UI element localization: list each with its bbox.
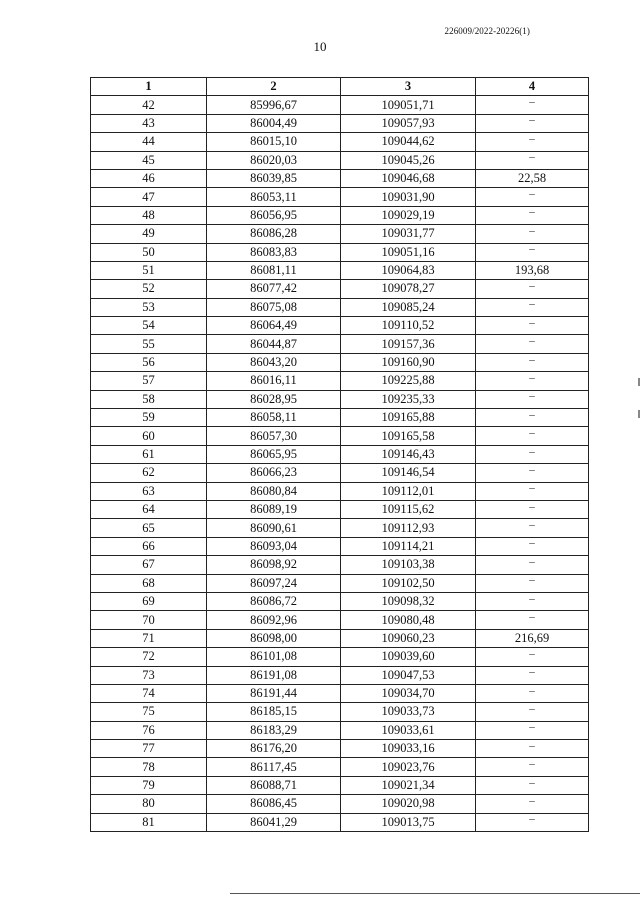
cell-point-number: 53 [91,298,207,316]
cell-radius [476,813,589,831]
table-row [91,813,589,831]
dash-mark: – [529,776,535,789]
dash-mark: – [529,794,535,807]
cell-x-coordinate: 86077,42 [207,280,341,298]
dash-mark: – [529,739,535,752]
cell-point-number: 57 [91,372,207,390]
cell-x-coordinate: 86080,84 [207,482,341,500]
dash-mark: – [529,206,535,219]
cell-x-coordinate: 85996,67 [207,96,341,114]
cell-y-coordinate: 109098,32 [341,592,476,610]
cell-x-coordinate: 86016,11 [207,372,341,390]
cell-y-coordinate: 109031,90 [341,188,476,206]
cell-x-coordinate: 86090,61 [207,519,341,537]
table-row [91,684,589,702]
cell-radius [476,721,589,739]
cell-y-coordinate: 109013,75 [341,813,476,831]
column-header-y: 3 [341,78,476,96]
cell-radius [476,353,589,371]
cell-y-coordinate: 109146,54 [341,464,476,482]
cell-point-number: 65 [91,519,207,537]
cell-x-coordinate: 86086,72 [207,592,341,610]
cell-y-coordinate: 109033,16 [341,740,476,758]
cell-y-coordinate: 109146,43 [341,445,476,463]
dash-mark: – [529,537,535,550]
table-row [91,500,589,518]
dash-mark: – [529,445,535,458]
table-row [91,629,589,647]
table-row [91,353,589,371]
table-row [91,427,589,445]
cell-y-coordinate: 109039,60 [341,648,476,666]
cell-y-coordinate: 109051,71 [341,96,476,114]
cell-point-number: 51 [91,261,207,279]
column-header-radius: 4 [476,78,589,96]
cell-x-coordinate: 86064,49 [207,317,341,335]
cell-x-coordinate: 86191,08 [207,666,341,684]
cell-x-coordinate: 86075,08 [207,298,341,316]
cell-radius [476,592,589,610]
bottom-rule [230,893,640,894]
cell-point-number: 72 [91,648,207,666]
cell-y-coordinate: 109023,76 [341,758,476,776]
table-row [91,317,589,335]
dash-mark: – [529,758,535,771]
cell-x-coordinate: 86044,87 [207,335,341,353]
cell-x-coordinate: 86086,28 [207,225,341,243]
table-row [91,666,589,684]
cell-x-coordinate: 86098,92 [207,556,341,574]
dash-mark: – [529,500,535,513]
cell-radius [476,427,589,445]
cell-y-coordinate: 109112,93 [341,519,476,537]
cell-y-coordinate: 109046,68 [341,169,476,187]
dash-mark: – [529,188,535,201]
cell-x-coordinate: 86191,44 [207,684,341,702]
cell-y-coordinate: 109080,48 [341,611,476,629]
cell-radius [476,298,589,316]
cell-y-coordinate: 109102,50 [341,574,476,592]
cell-point-number: 58 [91,390,207,408]
cell-y-coordinate: 109033,73 [341,703,476,721]
cell-radius: 216,69 [476,629,589,647]
cell-point-number: 71 [91,629,207,647]
dash-mark: – [529,224,535,237]
cell-x-coordinate: 86043,20 [207,353,341,371]
table-row [91,298,589,316]
cell-radius [476,611,589,629]
cell-x-coordinate: 86056,95 [207,206,341,224]
cell-x-coordinate: 86004,49 [207,114,341,132]
cell-y-coordinate: 109235,33 [341,390,476,408]
cell-radius: 193,68 [476,261,589,279]
cell-y-coordinate: 109029,19 [341,206,476,224]
cell-radius [476,280,589,298]
cell-x-coordinate: 86089,19 [207,500,341,518]
table-row [91,225,589,243]
cell-x-coordinate: 86058,11 [207,409,341,427]
cell-x-coordinate: 86081,11 [207,261,341,279]
cell-point-number: 69 [91,592,207,610]
cell-x-coordinate: 86057,30 [207,427,341,445]
cell-point-number: 76 [91,721,207,739]
cell-point-number: 79 [91,776,207,794]
table-row [91,592,589,610]
dash-mark: – [529,390,535,403]
cell-y-coordinate: 109060,23 [341,629,476,647]
cell-x-coordinate: 86098,00 [207,629,341,647]
table-row [91,648,589,666]
cell-point-number: 50 [91,243,207,261]
cell-y-coordinate: 109165,58 [341,427,476,445]
cell-radius [476,206,589,224]
cell-y-coordinate: 109157,36 [341,335,476,353]
cell-radius [476,225,589,243]
cell-y-coordinate: 109057,93 [341,114,476,132]
table-row [91,114,589,132]
cell-radius [476,151,589,169]
cell-y-coordinate: 109160,90 [341,353,476,371]
cell-y-coordinate: 109085,24 [341,298,476,316]
dash-mark: – [529,316,535,329]
cell-point-number: 43 [91,114,207,132]
cell-point-number: 52 [91,280,207,298]
cell-point-number: 61 [91,445,207,463]
cell-point-number: 47 [91,188,207,206]
cell-y-coordinate: 109115,62 [341,500,476,518]
dash-mark: – [529,813,535,826]
cell-radius [476,317,589,335]
cell-radius [476,390,589,408]
dash-mark: – [529,647,535,660]
cell-radius [476,537,589,555]
cell-y-coordinate: 109045,26 [341,151,476,169]
cell-y-coordinate: 109047,53 [341,666,476,684]
cell-y-coordinate: 109110,52 [341,317,476,335]
cell-radius [476,574,589,592]
dash-mark: – [529,243,535,256]
dash-mark: – [529,427,535,440]
cell-radius [476,96,589,114]
cell-y-coordinate: 109165,88 [341,409,476,427]
dash-mark: – [529,335,535,348]
table-header-row [91,78,589,96]
cell-x-coordinate: 86183,29 [207,721,341,739]
dash-mark: – [529,721,535,734]
cell-x-coordinate: 86041,29 [207,813,341,831]
dash-mark: – [529,702,535,715]
cell-point-number: 45 [91,151,207,169]
table-row [91,133,589,151]
table-row [91,464,589,482]
dash-mark: – [529,463,535,476]
cell-point-number: 54 [91,317,207,335]
cell-x-coordinate: 86053,11 [207,188,341,206]
dash-mark: – [529,684,535,697]
table-row [91,776,589,794]
table-row [91,280,589,298]
cell-radius [476,556,589,574]
table-row [91,206,589,224]
cell-point-number: 80 [91,795,207,813]
cell-x-coordinate: 86092,96 [207,611,341,629]
dash-mark: – [529,279,535,292]
cell-radius [476,776,589,794]
cell-point-number: 42 [91,96,207,114]
cell-radius [476,758,589,776]
cell-radius [476,648,589,666]
table-row [91,556,589,574]
cell-point-number: 73 [91,666,207,684]
cell-radius [476,114,589,132]
cell-radius [476,666,589,684]
dash-mark: – [529,592,535,605]
cell-radius [476,740,589,758]
cell-radius [476,188,589,206]
cell-y-coordinate: 109031,77 [341,225,476,243]
cell-y-coordinate: 109225,88 [341,372,476,390]
cell-radius [476,372,589,390]
dash-mark: – [529,482,535,495]
cell-point-number: 49 [91,225,207,243]
cell-radius [476,445,589,463]
cell-radius [476,703,589,721]
cell-y-coordinate: 109078,27 [341,280,476,298]
table-row [91,740,589,758]
table-row [91,537,589,555]
cell-x-coordinate: 86086,45 [207,795,341,813]
table-row [91,96,589,114]
cell-y-coordinate: 109020,98 [341,795,476,813]
dash-mark: – [529,611,535,624]
table-row [91,151,589,169]
cell-point-number: 74 [91,684,207,702]
cell-point-number: 78 [91,758,207,776]
table-row [91,372,589,390]
cell-point-number: 48 [91,206,207,224]
dash-mark: – [529,353,535,366]
dash-mark: – [529,555,535,568]
cell-point-number: 67 [91,556,207,574]
cell-y-coordinate: 109103,38 [341,556,476,574]
cell-radius [476,133,589,151]
dash-mark: – [529,574,535,587]
cell-x-coordinate: 86097,24 [207,574,341,592]
dash-mark: – [529,371,535,384]
coordinates-table [90,77,589,832]
cell-radius [476,464,589,482]
cell-radius [476,500,589,518]
table-row [91,574,589,592]
cell-point-number: 59 [91,409,207,427]
table-row [91,188,589,206]
dash-mark: – [529,151,535,164]
cell-point-number: 63 [91,482,207,500]
cell-point-number: 64 [91,500,207,518]
column-header-x: 2 [207,78,341,96]
cell-point-number: 75 [91,703,207,721]
cell-x-coordinate: 86015,10 [207,133,341,151]
table-row [91,519,589,537]
table-row [91,335,589,353]
cell-radius: 22,58 [476,169,589,187]
cell-point-number: 70 [91,611,207,629]
dash-mark: – [529,96,535,109]
document-id: 226009/2022-20226(1) [444,26,530,36]
cell-x-coordinate: 86028,95 [207,390,341,408]
cell-radius [476,335,589,353]
cell-point-number: 77 [91,740,207,758]
cell-y-coordinate: 109064,83 [341,261,476,279]
cell-point-number: 66 [91,537,207,555]
cell-radius [476,519,589,537]
cell-x-coordinate: 86039,85 [207,169,341,187]
cell-y-coordinate: 109034,70 [341,684,476,702]
column-header-point: 1 [91,78,207,96]
cell-x-coordinate: 86093,04 [207,537,341,555]
cell-point-number: 68 [91,574,207,592]
cell-point-number: 81 [91,813,207,831]
page-number: 10 [313,39,327,54]
cell-x-coordinate: 86117,45 [207,758,341,776]
cell-radius [476,795,589,813]
cell-point-number: 44 [91,133,207,151]
dash-mark: – [529,298,535,311]
table-row [91,721,589,739]
cell-point-number: 62 [91,464,207,482]
table-row [91,795,589,813]
table-row [91,611,589,629]
table-row [91,445,589,463]
cell-x-coordinate: 86083,83 [207,243,341,261]
cell-x-coordinate: 86088,71 [207,776,341,794]
cell-radius [476,243,589,261]
cell-x-coordinate: 86065,95 [207,445,341,463]
cell-x-coordinate: 86066,23 [207,464,341,482]
cell-radius [476,684,589,702]
cell-y-coordinate: 109112,01 [341,482,476,500]
cell-y-coordinate: 109051,16 [341,243,476,261]
dash-mark: – [529,666,535,679]
cell-point-number: 56 [91,353,207,371]
cell-x-coordinate: 86101,08 [207,648,341,666]
cell-y-coordinate: 109033,61 [341,721,476,739]
cell-point-number: 60 [91,427,207,445]
table-row [91,243,589,261]
table-row [91,409,589,427]
cell-x-coordinate: 86020,03 [207,151,341,169]
cell-y-coordinate: 109021,34 [341,776,476,794]
cell-radius [476,482,589,500]
table-row [91,390,589,408]
cell-radius [476,409,589,427]
cell-point-number: 55 [91,335,207,353]
dash-mark: – [529,408,535,421]
table-row [91,703,589,721]
cell-y-coordinate: 109044,62 [341,133,476,151]
cell-x-coordinate: 86176,20 [207,740,341,758]
table-row [91,482,589,500]
cell-x-coordinate: 86185,15 [207,703,341,721]
cell-y-coordinate: 109114,21 [341,537,476,555]
table-body [91,96,589,832]
table-row [91,758,589,776]
cell-point-number: 46 [91,169,207,187]
dash-mark: – [529,114,535,127]
table-row [91,261,589,279]
dash-mark: – [529,132,535,145]
dash-mark: – [529,519,535,532]
table-row [91,169,589,187]
